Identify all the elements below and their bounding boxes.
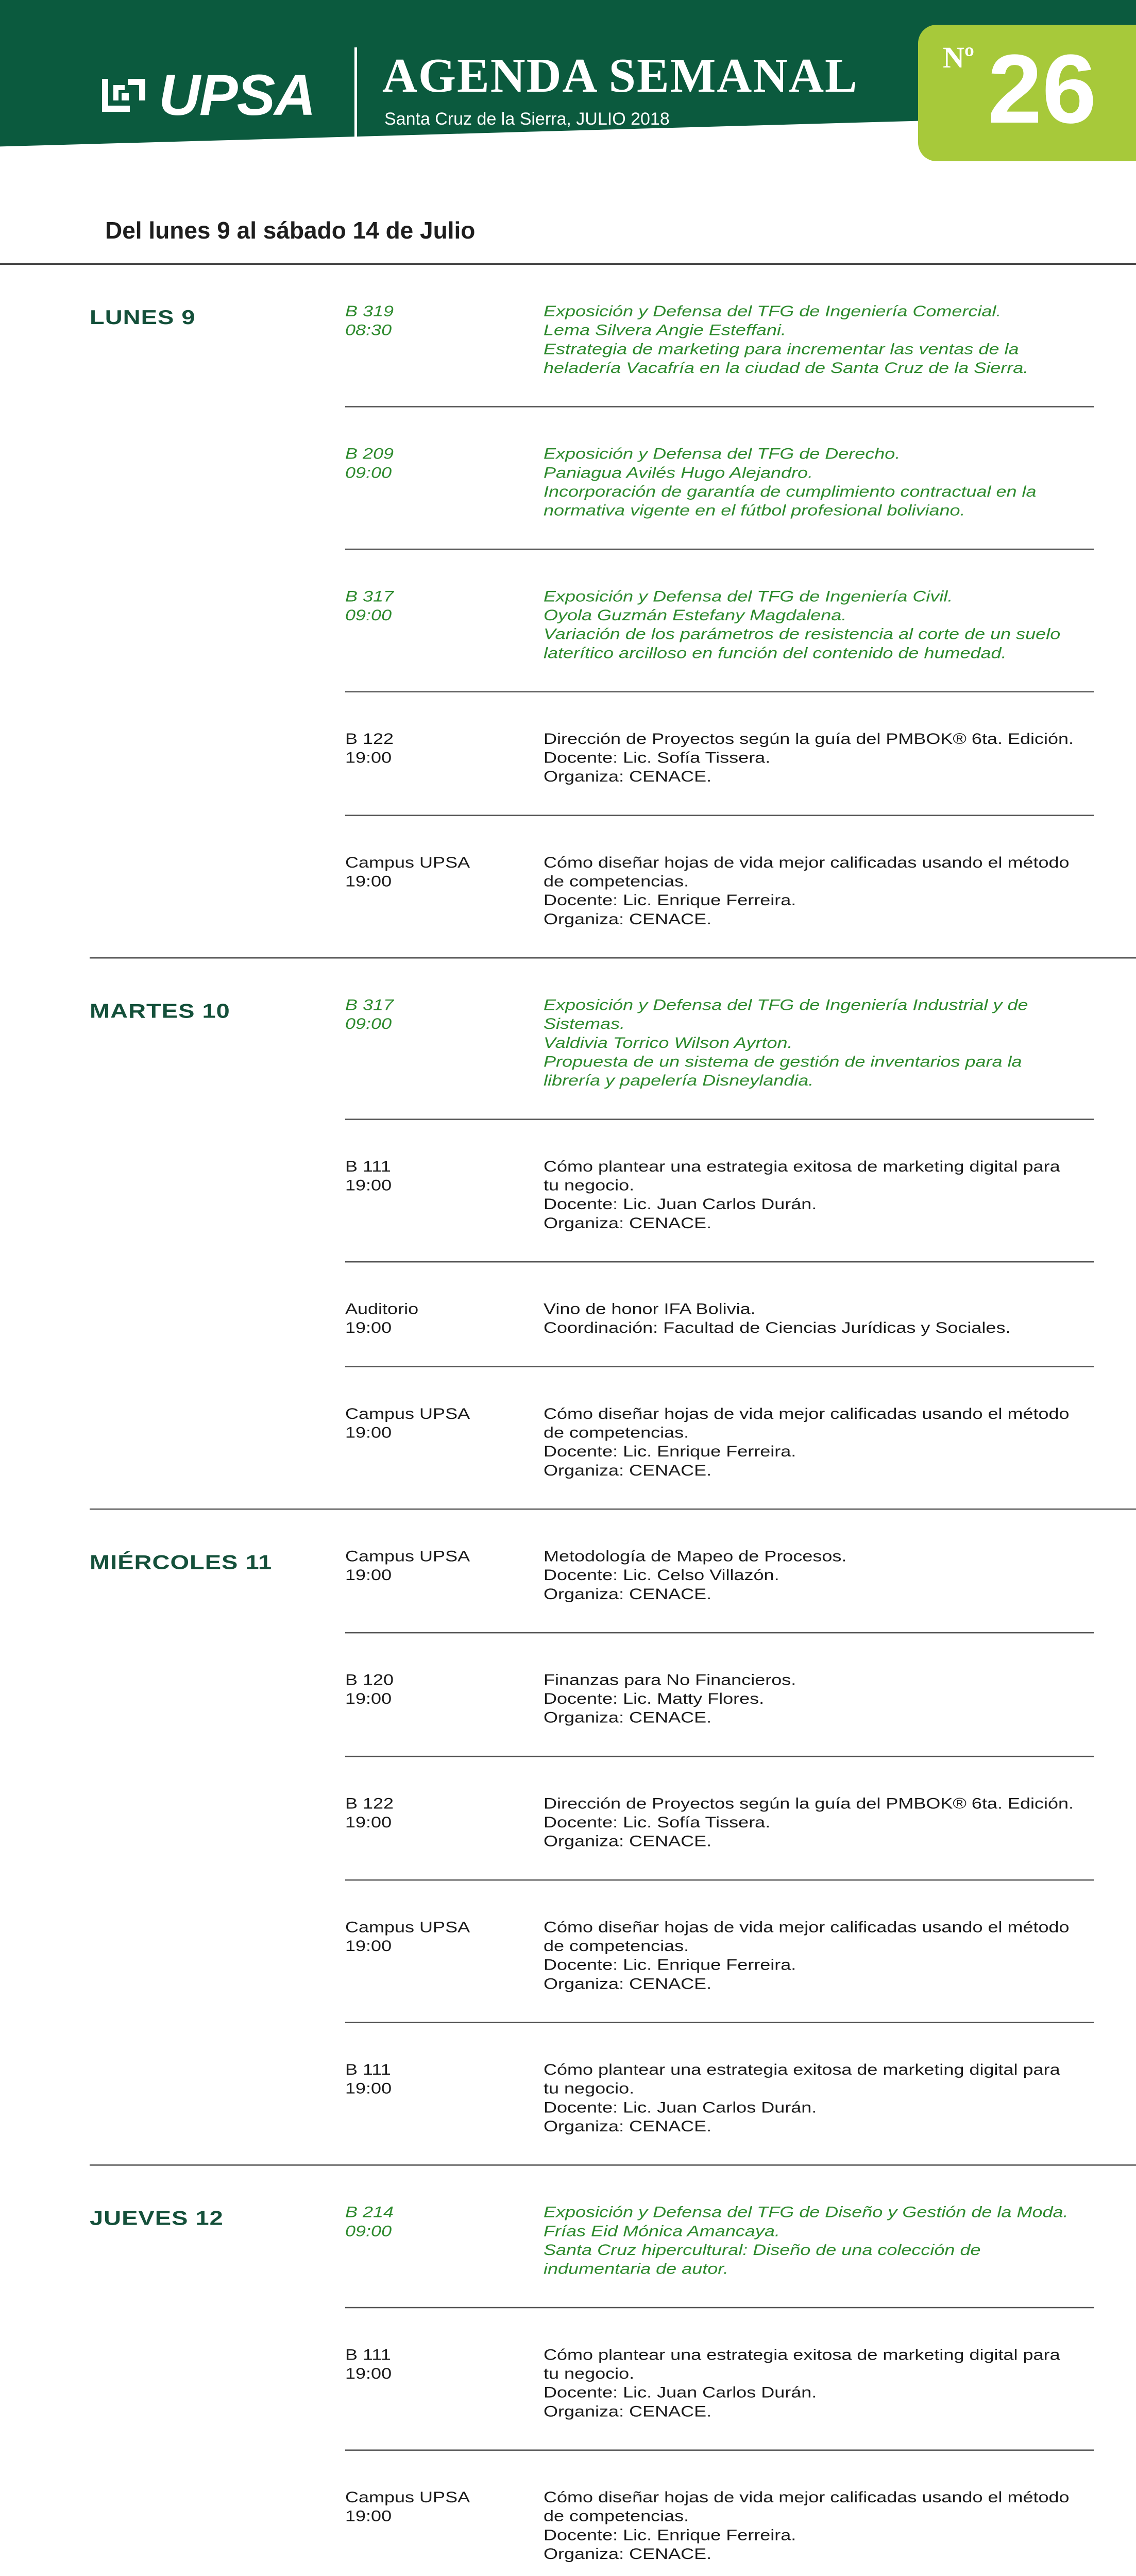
event-description-line: de competencias. xyxy=(544,1423,689,1442)
event-location-time xyxy=(345,302,525,340)
event-location-time xyxy=(345,1918,525,1955)
event-description-line: Dirección de Proyectos según la guía del PMBOK® 6ta. Edición. xyxy=(544,1794,1074,1812)
thesis-event xyxy=(0,265,1136,408)
event-description-line: Cómo diseñar hojas de vida mejor calificadas usando el método xyxy=(544,1404,1070,1422)
event-description-line: Lema Silvera Angie Esteffani. xyxy=(544,321,786,339)
event-description xyxy=(544,2060,1082,2136)
event-description-line: de competencias. xyxy=(544,2507,689,2525)
event-time: 19:00 xyxy=(345,1423,392,1442)
event-description xyxy=(544,1547,1082,1603)
event-description xyxy=(544,587,1082,663)
event-description xyxy=(544,1670,1082,1727)
agenda-event xyxy=(0,1880,1136,2023)
event-description-line: Dirección de Proyectos según la guía del PMBOK® 6ta. Edición. xyxy=(544,730,1074,748)
event-description xyxy=(544,444,1082,520)
event-description-line: Exposición y Defensa del TFG de Ingeniería Industrial y de xyxy=(544,996,1028,1014)
event-location-time xyxy=(345,995,525,1033)
event-room: Campus UPSA xyxy=(345,1404,470,1422)
event-time: 19:00 xyxy=(345,2507,392,2525)
event-description xyxy=(544,1299,1082,1337)
thesis-event xyxy=(0,959,1136,1120)
event-description-line: indumentaria de autor. xyxy=(544,2260,728,2278)
event-description-line: Docente: Lic. Sofía Tissera. xyxy=(544,1813,771,1831)
event-location-time xyxy=(345,1670,525,1708)
event-room: B 111 xyxy=(345,1157,391,1175)
header-white-band-base xyxy=(0,174,1136,196)
page-title: AGENDA SEMANAL xyxy=(382,49,858,103)
event-time: 19:00 xyxy=(345,1689,392,1707)
event-time: 08:30 xyxy=(345,321,392,339)
event-time: 09:00 xyxy=(345,463,392,481)
event-description xyxy=(544,1918,1082,1993)
event-description-line: Docente: Lic. Enrique Ferreira. xyxy=(544,1956,796,1974)
upsa-emblem-icon xyxy=(98,70,149,121)
event-location-time xyxy=(345,730,525,767)
thesis-event xyxy=(0,408,1136,550)
event-time: 09:00 xyxy=(345,606,392,624)
logo-text: UPSA xyxy=(159,63,315,127)
event-time: 19:00 xyxy=(345,749,392,767)
event-description-line: Docente: Lic. Enrique Ferreira. xyxy=(544,891,796,909)
event-description-line: heladería Vacafría en la ciudad de Santa Cruz de la Sierra. xyxy=(544,359,1029,377)
event-room: B 317 xyxy=(345,587,394,605)
day-name: LUNES 9 xyxy=(90,306,196,329)
event-description-line: Docente: Lic. Juan Carlos Durán. xyxy=(544,2383,817,2401)
agenda-event xyxy=(0,692,1136,816)
day-name: JUEVES 12 xyxy=(90,2206,224,2229)
header-divider xyxy=(354,47,357,139)
event-location-time xyxy=(345,1404,525,1442)
agenda-list xyxy=(0,265,1136,2576)
event-description-line: Coordinación: Facultad de Ciencias Jurídicas y Sociales. xyxy=(544,1318,1011,1336)
event-description-line: Cómo diseñar hojas de vida mejor calificadas usando el método xyxy=(544,1918,1070,1936)
day-section xyxy=(0,1510,1136,2165)
event-description-line: Docente: Lic. Sofía Tissera. xyxy=(544,749,771,767)
event-description xyxy=(544,2488,1082,2564)
event-room: B 111 xyxy=(345,2345,391,2363)
event-location-time xyxy=(345,2345,525,2383)
event-description xyxy=(544,853,1082,929)
event-location-time xyxy=(345,2488,525,2526)
event-location-time xyxy=(345,2060,525,2098)
event-description-line: librería y papelería Disneylandia. xyxy=(544,1071,814,1089)
event-description-line: Santa Cruz hipercultural: Diseño de una colección de xyxy=(544,2241,981,2259)
event-description-line: Cómo plantear una estrategia exitosa de marketing digital para xyxy=(544,1157,1060,1175)
event-description xyxy=(544,1404,1082,1480)
event-description-line: laterítico arcilloso en función del contenido de humedad. xyxy=(544,643,1007,662)
event-description xyxy=(544,730,1082,786)
event-description-line: Docente: Lic. Celso Villazón. xyxy=(544,1566,779,1584)
event-description-line: Docente: Lic. Enrique Ferreira. xyxy=(544,1442,796,1460)
event-description-line: Organiza: CENACE. xyxy=(544,1585,712,1603)
event-location-time xyxy=(345,1547,525,1584)
issue-number: 26 xyxy=(988,35,1097,144)
page-subtitle: Santa Cruz de la Sierra, JULIO 2018 xyxy=(384,109,670,129)
event-description-line: Cómo diseñar hojas de vida mejor calificadas usando el método xyxy=(544,2488,1070,2506)
event-room: B 214 xyxy=(345,2203,394,2221)
event-description-line: Organiza: CENACE. xyxy=(544,1708,712,1726)
thesis-event xyxy=(0,2166,1136,2309)
agenda-event xyxy=(0,1120,1136,1263)
event-description-line: Organiza: CENACE. xyxy=(544,910,712,928)
event-description-line: tu negocio. xyxy=(544,2364,635,2382)
agenda-event xyxy=(0,2451,1136,2576)
day-section xyxy=(0,959,1136,1510)
date-range: Del lunes 9 al sábado 14 de Julio xyxy=(105,217,476,244)
event-location-time xyxy=(345,1794,525,1832)
day-section xyxy=(0,2166,1136,2576)
event-description-line: Oyola Guzmán Estefany Magdalena. xyxy=(544,606,847,624)
agenda-event xyxy=(0,1262,1136,1367)
event-description xyxy=(544,995,1082,1090)
event-description xyxy=(544,2202,1082,2278)
agenda-event xyxy=(0,816,1136,959)
event-description-line: Incorporación de garantía de cumplimiento contractual en la xyxy=(544,482,1037,500)
event-description-line: Organiza: CENACE. xyxy=(544,2117,712,2135)
event-room: B 319 xyxy=(345,302,394,320)
agenda-event xyxy=(0,1757,1136,1880)
event-description xyxy=(544,2345,1082,2421)
event-description-line: tu negocio. xyxy=(544,1176,635,1194)
event-description-line: Exposición y Defensa del TFG de Diseño y Gestión de la Moda. xyxy=(544,2203,1069,2221)
event-description-line: Exposición y Defensa del TFG de Derecho. xyxy=(544,445,901,463)
event-description-line: Cómo diseñar hojas de vida mejor calificadas usando el método xyxy=(544,853,1070,871)
event-room: B 120 xyxy=(345,1670,394,1689)
event-description-line: Exposición y Defensa del TFG de Ingeniería Civil. xyxy=(544,587,953,605)
event-location-time xyxy=(345,587,525,624)
event-description-line: Organiza: CENACE. xyxy=(544,1461,712,1479)
header-banner xyxy=(0,0,1136,196)
day-name: MARTES 10 xyxy=(90,999,230,1022)
event-location-time xyxy=(345,2202,525,2240)
event-description-line: Variación de los parámetros de resistencia al corte de un suelo xyxy=(544,625,1061,643)
event-room: B 317 xyxy=(345,996,394,1014)
event-description-line: Docente: Lic. Matty Flores. xyxy=(544,1689,765,1707)
event-room: Campus UPSA xyxy=(345,1918,470,1936)
event-time: 19:00 xyxy=(345,1318,392,1336)
event-room: Campus UPSA xyxy=(345,853,470,871)
event-time: 19:00 xyxy=(345,872,392,890)
event-description-line: Propuesta de un sistema de gestión de inventarios para la xyxy=(544,1053,1022,1071)
event-description-line: Exposición y Defensa del TFG de Ingeniería Comercial. xyxy=(544,302,1002,320)
event-description-line: Sistemas. xyxy=(544,1014,625,1032)
event-description-line: Finanzas para No Financieros. xyxy=(544,1670,796,1689)
event-description-line: Paniagua Avilés Hugo Alejandro. xyxy=(544,463,813,481)
event-description-line: Organiza: CENACE. xyxy=(544,1214,712,1232)
event-room: Auditorio xyxy=(345,1299,419,1318)
thesis-event xyxy=(0,550,1136,692)
agenda-event xyxy=(0,1510,1136,1633)
event-description xyxy=(544,1157,1082,1233)
event-room: Campus UPSA xyxy=(345,2488,470,2506)
agenda-event xyxy=(0,1367,1136,1510)
event-description-line: Docente: Lic. Juan Carlos Durán. xyxy=(544,1195,817,1213)
event-description-line: Organiza: CENACE. xyxy=(544,2545,712,2563)
event-room: B 122 xyxy=(345,730,394,748)
event-description-line: Vino de honor IFA Bolivia. xyxy=(544,1299,756,1318)
event-time: 19:00 xyxy=(345,2079,392,2097)
event-location-time xyxy=(345,1157,525,1195)
event-description-line: Docente: Lic. Enrique Ferreira. xyxy=(544,2526,796,2544)
agenda-event xyxy=(0,2308,1136,2451)
event-time: 09:00 xyxy=(345,2222,392,2240)
event-description-line: de competencias. xyxy=(544,1937,689,1955)
event-description-line: Organiza: CENACE. xyxy=(544,2402,712,2420)
event-description xyxy=(544,302,1082,378)
agenda-event xyxy=(0,2023,1136,2166)
event-description-line: Organiza: CENACE. xyxy=(544,1832,712,1850)
event-description-line: Organiza: CENACE. xyxy=(544,767,712,785)
event-room: B 122 xyxy=(345,1794,394,1812)
event-time: 19:00 xyxy=(345,1937,392,1955)
day-name: MIÉRCOLES 11 xyxy=(90,1550,273,1573)
event-description-line: tu negocio. xyxy=(544,2079,635,2097)
event-room: B 111 xyxy=(345,2060,391,2078)
event-description-line: Frías Eid Mónica Amancaya. xyxy=(544,2222,780,2240)
event-description-line: Valdivia Torrico Wilson Ayrton. xyxy=(544,1033,793,1052)
event-time: 19:00 xyxy=(345,1566,392,1584)
event-room: Campus UPSA xyxy=(345,1547,470,1565)
event-time: 09:00 xyxy=(345,1014,392,1032)
event-time: 19:00 xyxy=(345,2364,392,2382)
event-room: B 209 xyxy=(345,445,394,463)
event-description-line: Metodología de Mapeo de Procesos. xyxy=(544,1547,847,1565)
event-description-line: Cómo plantear una estrategia exitosa de marketing digital para xyxy=(544,2345,1060,2363)
event-time: 19:00 xyxy=(345,1176,392,1194)
event-description xyxy=(544,1794,1082,1851)
event-description-line: Organiza: CENACE. xyxy=(544,1974,712,1993)
agenda-event xyxy=(0,1633,1136,1757)
event-location-time xyxy=(345,853,525,891)
event-description-line: normativa vigente en el fútbol profesional boliviano. xyxy=(544,501,965,519)
event-location-time xyxy=(345,1299,525,1337)
event-location-time xyxy=(345,444,525,482)
upsa-logo xyxy=(98,64,315,126)
event-description-line: de competencias. xyxy=(544,872,689,890)
event-time: 19:00 xyxy=(345,1813,392,1831)
event-description-line: Docente: Lic. Juan Carlos Durán. xyxy=(544,2098,817,2116)
event-description-line: Estrategia de marketing para incrementar las ventas de la xyxy=(544,340,1019,358)
event-description-line: Cómo plantear una estrategia exitosa de marketing digital para xyxy=(544,2060,1060,2078)
issue-label: Nº xyxy=(943,41,975,74)
day-section xyxy=(0,265,1136,959)
issue-badge xyxy=(918,25,1136,161)
